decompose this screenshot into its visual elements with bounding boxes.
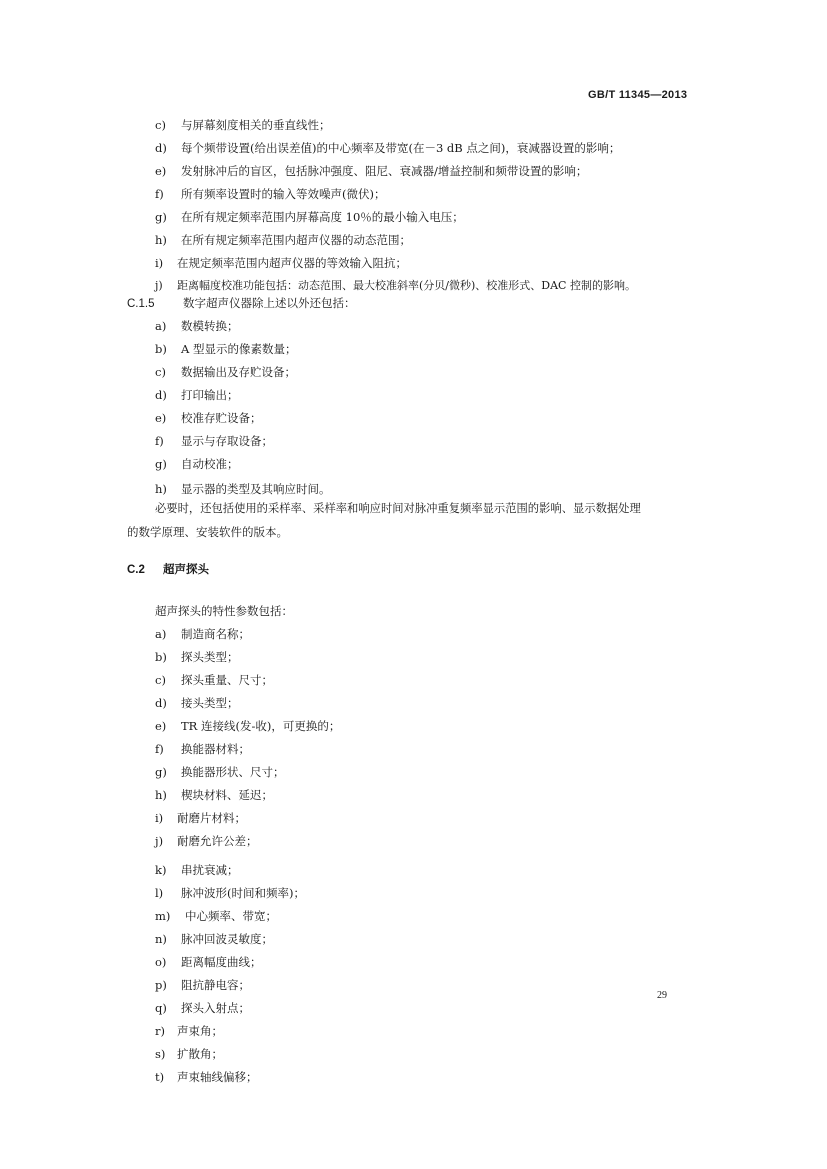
section-intro: 数字超声仪器除上述以外还包括： [183,296,356,310]
list-item: p) 阻抗静电容； [155,978,250,992]
list-item: q) 探头入射点； [155,1001,250,1015]
list-item: r) 声束角； [155,1024,223,1038]
list-item: j) 耐磨允许公差； [155,834,258,848]
list-item: i) 在规定频率范围内超声仪器的等效输入阻抗； [155,256,407,270]
section-c1-5-heading [127,296,356,311]
section-number: C.1.5 [127,298,155,310]
list-item: d) 打印输出； [155,388,239,402]
page-number: 29 [657,990,667,1001]
list-item: l) 脉冲波形(时间和频率)； [155,886,305,900]
note-paragraph-line: 的数学原理、安装软件的版本。 [127,525,288,539]
list-item: m) 中心频率、带宽； [155,909,277,923]
list-item: b) 探头类型； [155,650,239,664]
list-item: b) A 型显示的像素数量； [155,342,297,356]
list-item: h) 显示器的类型及其响应时间。 [155,482,331,496]
list-item: d) 接头类型； [155,696,239,710]
list-item: s) 扩散角； [155,1047,223,1061]
list-item: i) 耐磨片材料； [155,811,246,825]
list-item: t) 声束轴线偏移； [155,1070,258,1084]
list-item: g) 自动校准； [155,457,239,471]
list-item: f) 显示与存取设备； [155,434,273,448]
list-item: e) TR 连接线(发-收)，可更换的； [155,719,341,733]
list-item: n) 脉冲回波灵敏度； [155,932,273,946]
list-item: g) 换能器形状、尺寸； [155,765,285,779]
list-item: j) 距离幅度校准功能包括：动态范围、最大校准斜率(分贝/微秒)、校准形式、DAC 控制的影响。 [155,279,636,292]
list-item: o) 距离幅度曲线； [155,955,262,969]
section-c2-heading [127,563,209,577]
list-item: f) 换能器材料； [155,742,250,756]
list-item: a) 数模转换； [155,319,239,333]
list-item: c) 与屏幕刻度相关的垂直线性； [155,118,331,132]
list-item: k) 串扰衰减； [155,863,239,877]
list-item: a) 制造商名称； [155,627,250,641]
list-item: h) 楔块材料、延迟； [155,788,273,802]
section-number: C.2 [127,564,145,576]
note-paragraph-line: 必要时，还包括使用的采样率、采样率和响应时间对脉冲重复频率显示范围的影响、显示数据处理 [155,502,641,515]
list-item: e) 发射脉冲后的盲区，包括脉冲强度、阻尼、衰减器/增益控制和频带设置的影响； [155,164,588,178]
list-item: h) 在所有规定频率范围内超声仪器的动态范围； [155,233,411,247]
section-intro: 超声探头的特性参数包括： [155,604,293,618]
document-code: GB/T 11345—2013 [588,89,688,101]
list-item: c) 探头重量、尺寸； [155,673,273,687]
list-item: f) 所有频率设置时的输入等效噪声(微伏)； [155,187,386,201]
list-item: e) 校准存贮设备； [155,411,262,425]
list-item: c) 数据输出及存贮设备； [155,365,296,379]
list-item: g) 在所有规定频率范围内屏幕高度 10％的最小输入电压； [155,210,464,224]
list-item: d) 每个频带设置(给出误差值)的中心频率及带宽(在－3 dB 点之间)，衰减器设置的影响； [155,141,621,155]
section-title: 超声探头 [163,564,209,576]
